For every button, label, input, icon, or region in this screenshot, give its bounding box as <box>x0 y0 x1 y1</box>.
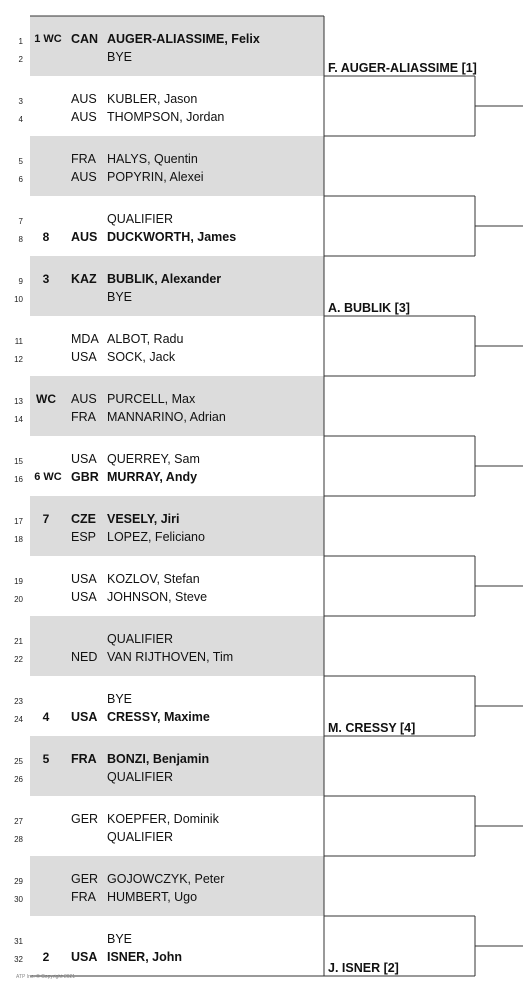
player-name: DUCKWORTH, James <box>107 230 237 244</box>
player-draw-number: 15 <box>14 457 23 466</box>
player-name: MANNARINO, Adrian <box>107 410 226 424</box>
match-block-shade <box>30 616 324 676</box>
advancer-name: M. CRESSY [4] <box>328 721 416 735</box>
match-block-shade <box>30 136 324 196</box>
player-name: LOPEZ, Feliciano <box>107 530 205 544</box>
player-draw-number: 31 <box>14 937 23 946</box>
player-country: USA <box>71 452 97 466</box>
player-name: CRESSY, Maxime <box>107 710 210 724</box>
player-country: CAN <box>71 32 99 46</box>
player-name: QUERREY, Sam <box>107 452 200 466</box>
player-name: QUALIFIER <box>107 632 173 646</box>
player-country: FRA <box>71 410 96 424</box>
player-country: FRA <box>71 752 97 766</box>
player-country: USA <box>71 350 97 364</box>
player-seed: 4 <box>42 710 50 724</box>
player-draw-number: 6 <box>18 175 23 184</box>
player-country: GER <box>71 812 99 826</box>
player-draw-number: 27 <box>14 817 23 826</box>
player-name: GOJOWCZYK, Peter <box>107 872 225 886</box>
player-seed: 3 <box>42 272 50 286</box>
player-name: BYE <box>107 50 133 64</box>
player-draw-number: 2 <box>18 55 23 64</box>
player-seed: 5 <box>42 752 50 766</box>
player-name: BYE <box>107 290 133 304</box>
player-draw-number: 3 <box>18 97 23 106</box>
player-draw-number: 28 <box>14 835 23 844</box>
player-draw-number: 17 <box>14 517 23 526</box>
player-draw-number: 12 <box>14 355 23 364</box>
player-draw-number: 10 <box>14 295 23 304</box>
player-country: AUS <box>71 110 97 124</box>
player-draw-number: 24 <box>14 715 23 724</box>
player-seed: WC <box>36 392 56 406</box>
player-country: CZE <box>71 512 96 526</box>
match-block-shade <box>30 376 324 436</box>
player-draw-number: 11 <box>14 337 23 346</box>
player-name: QUALIFIER <box>107 830 173 844</box>
player-name: KOEPFER, Dominik <box>107 812 219 826</box>
player-country: USA <box>71 572 97 586</box>
player-draw-number: 16 <box>14 475 23 484</box>
player-draw-number: 30 <box>14 895 23 904</box>
player-draw-number: 14 <box>14 415 23 424</box>
player-draw-number: 1 <box>18 37 23 46</box>
player-country: AUS <box>71 170 97 184</box>
player-name: KOZLOV, Stefan <box>107 572 200 586</box>
player-name: PURCELL, Max <box>107 392 196 406</box>
player-name: SOCK, Jack <box>107 350 176 364</box>
player-draw-number: 7 <box>18 217 23 226</box>
advancer-name: A. BUBLIK [3] <box>328 301 410 315</box>
player-name: JOHNSON, Steve <box>107 590 208 604</box>
player-country: MDA <box>71 332 99 346</box>
player-draw-number: 21 <box>14 637 23 646</box>
player-seed: 7 <box>42 512 50 526</box>
player-name: KUBLER, Jason <box>107 92 198 106</box>
player-country: GBR <box>71 470 99 484</box>
player-country: GER <box>71 872 99 886</box>
player-draw-number: 26 <box>14 775 23 784</box>
advancer-name: F. AUGER-ALIASSIME [1] <box>328 61 477 75</box>
player-name: MURRAY, Andy <box>107 470 198 484</box>
player-name: VESELY, Jiri <box>107 512 180 526</box>
player-name: POPYRIN, Alexei <box>107 170 204 184</box>
player-draw-number: 22 <box>14 655 23 664</box>
match-block-shade <box>30 856 324 916</box>
player-draw-number: 19 <box>14 577 23 586</box>
player-seed: 2 <box>42 950 50 964</box>
player-seed: 1 WC <box>34 33 62 45</box>
player-country: KAZ <box>71 272 97 286</box>
player-country: AUS <box>71 392 97 406</box>
player-seed: 6 WC <box>34 471 62 483</box>
advancer-name: J. ISNER [2] <box>328 961 399 975</box>
player-draw-number: 18 <box>14 535 23 544</box>
player-name: ALBOT, Radu <box>107 332 184 346</box>
player-name: QUALIFIER <box>107 212 173 226</box>
player-country: AUS <box>71 92 97 106</box>
player-country: USA <box>71 710 98 724</box>
player-country: FRA <box>71 890 96 904</box>
player-name: BUBLIK, Alexander <box>107 272 222 286</box>
player-draw-number: 4 <box>18 115 23 124</box>
player-country: FRA <box>71 152 96 166</box>
player-name: VAN RIJTHOVEN, Tim <box>107 650 234 664</box>
player-seed: 8 <box>42 230 50 244</box>
player-country: AUS <box>71 230 98 244</box>
player-draw-number: 5 <box>18 157 23 166</box>
player-country: USA <box>71 590 97 604</box>
player-draw-number: 25 <box>14 757 23 766</box>
player-country: USA <box>71 950 98 964</box>
player-name: BYE <box>107 932 133 946</box>
player-draw-number: 23 <box>14 697 23 706</box>
player-name: AUGER-ALIASSIME, Felix <box>107 32 260 46</box>
player-name: ISNER, John <box>107 950 183 964</box>
footer-copyright: ATP Inc. © Copyright 2021 <box>16 974 76 980</box>
player-country: NED <box>71 650 98 664</box>
player-draw-number: 32 <box>14 955 23 964</box>
player-name: BONZI, Benjamin <box>107 752 210 766</box>
player-country: ESP <box>71 530 97 544</box>
match-block-shade <box>30 496 324 556</box>
player-draw-number: 29 <box>14 877 23 886</box>
player-name: HUMBERT, Ugo <box>107 890 198 904</box>
player-draw-number: 9 <box>18 277 23 286</box>
player-name: THOMPSON, Jordan <box>107 110 225 124</box>
player-name: BYE <box>107 692 133 706</box>
match-block-shade <box>30 16 324 76</box>
player-draw-number: 8 <box>18 235 23 244</box>
match-block-shade <box>30 736 324 796</box>
player-name: QUALIFIER <box>107 770 173 784</box>
player-draw-number: 20 <box>14 595 23 604</box>
match-block-shade <box>30 256 324 316</box>
player-draw-number: 13 <box>14 397 23 406</box>
player-name: HALYS, Quentin <box>107 152 198 166</box>
